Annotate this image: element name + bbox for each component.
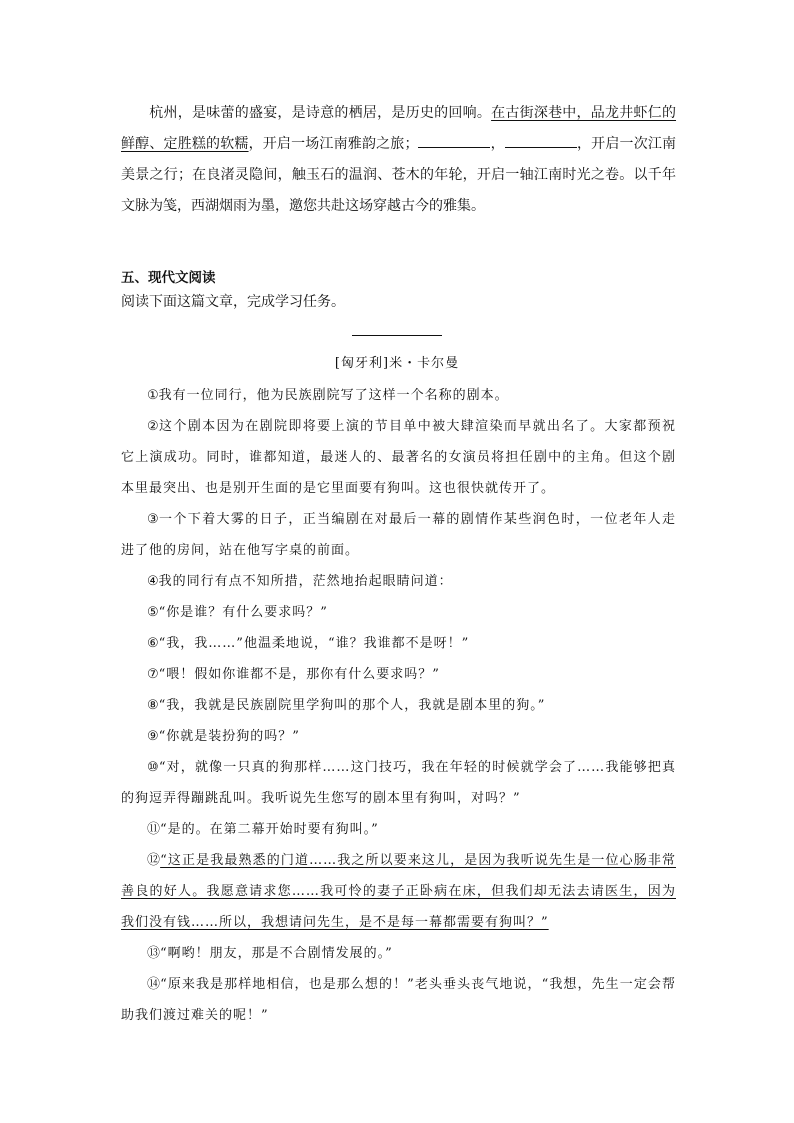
intro-underlined-text: 在古街深巷中，品龙井虾仁的鲜醇、定胜糕的软糯 <box>121 105 677 152</box>
paragraph-text: “是的。在第二幕开始时要有狗叫。” <box>160 822 379 837</box>
paragraph-number: ④ <box>147 574 159 589</box>
paragraph-text: 这个剧本因为在剧院即将要上演的节目单中被大肆渲染而早就出名了。大家都预祝它上演成功。同时，谁都知道，最迷人的、最著名的女演员将担任剧中的主角。但这个剧本里最突出、也是别开生面的是它里面要有狗叫。这也很快就传开了。 <box>121 419 676 496</box>
article-title-blank[interactable] <box>352 335 442 336</box>
paragraph-number: ⑫ <box>147 853 161 868</box>
paragraph-text: “我，我就是民族剧院里学狗叫的那个人，我就是剧本里的狗。” <box>158 698 546 713</box>
intro-text-3: ，开启一次江南美景之行；在良渚灵隐间，触玉石的温润、苍木的年轮，开启一轴江南时光之卷。以千年文脉为笺，西湖烟雨为墨，邀您共赴这场穿越古今的雅集。 <box>121 136 677 214</box>
section-title: 五、现代文阅读 <box>121 270 216 286</box>
paragraph-number: ③ <box>147 512 160 527</box>
section-instruction: 阅读下面这篇文章，完成学习任务。 <box>121 294 345 310</box>
article-paragraph <box>121 752 676 814</box>
paragraph-text: “原来我是那样地相信，也是那么想的！”老头垂头丧气地说，“我想，先生一定会帮助我们渡过难关的呢！” <box>121 977 676 1023</box>
paragraph-text-underlined: “这正是我最熟悉的门道……我之所以要来这儿，是因为我听说先生是一位心肠非常善良的好人。我愿意请求您……我可怜的妻子正卧病在床，但我们却无法去请医生，因为我们没有钱……所以，我想请问先生，是不是每一幕都需要有狗叫？” <box>121 853 676 930</box>
article-paragraph <box>121 380 676 411</box>
intro-text-1: 杭州，是味蕾的盛宴，是诗意的栖居，是历史的回响。 <box>149 105 492 121</box>
article-paragraph <box>121 721 676 752</box>
fill-blank-1[interactable] <box>418 133 490 148</box>
paragraph-number: ⑦ <box>147 667 159 682</box>
article-paragraph <box>121 566 676 597</box>
paragraph-number: ⑥ <box>147 636 159 651</box>
article-paragraph <box>121 814 676 845</box>
paragraph-number: ⑭ <box>147 977 161 992</box>
paragraph-text: 我有一位同行，他为民族剧院写了这样一个名称的剧本。 <box>158 388 509 403</box>
paragraph-text: “我，我……”他温柔地说，“谁？我谁都不是呀！” <box>158 636 470 651</box>
article-author: [匈牙利]米・卡尔曼 <box>334 356 460 371</box>
intro-paragraph <box>121 98 676 222</box>
article-paragraph <box>121 628 676 659</box>
paragraph-text: 我的同行有点不知所措，茫然地抬起眼睛问道： <box>158 574 453 589</box>
paragraph-text: “对，就像一只真的狗那样……这门技巧，我在年轻的时候就学会了……我能够把真的狗逗弄得蹦跳乱叫。我听说先生您写的剧本里有狗叫，对吗？” <box>121 760 676 806</box>
article-paragraph <box>121 597 676 628</box>
paragraph-number: ② <box>147 419 160 434</box>
article-body <box>121 380 676 1031</box>
fill-blank-2[interactable] <box>505 133 577 148</box>
intro-text-2: ，开启一场江南雅韵之旅； <box>248 136 419 152</box>
article-paragraph <box>121 969 676 1031</box>
paragraph-number: ⑪ <box>147 822 161 837</box>
paragraph-text: “你是谁？有什么要求吗？” <box>158 605 328 620</box>
paragraph-number: ① <box>147 388 159 403</box>
article-paragraph <box>121 938 676 969</box>
paragraph-text: “喂！假如你谁都不是，那你有什么要求吗？” <box>158 667 440 682</box>
article-paragraph <box>121 659 676 690</box>
paragraph-text: 一个下着大雾的日子，正当编剧在对最后一幕的剧情作某些润色时，一位老年人走进了他的房间，站在他写字桌的前面。 <box>121 512 676 558</box>
intro-separator: ， <box>490 136 505 152</box>
paragraph-number: ⑨ <box>147 729 159 744</box>
article-paragraph <box>121 690 676 721</box>
article-paragraph <box>121 504 676 566</box>
paragraph-number: ⑧ <box>147 698 159 713</box>
article-paragraph <box>121 411 676 504</box>
paragraph-number: ⑩ <box>147 760 159 775</box>
paragraph-text: “啊哟！朋友，那是不合剧情发展的。” <box>160 946 393 961</box>
paragraph-number: ⑤ <box>147 605 159 620</box>
article-paragraph <box>121 845 676 938</box>
paragraph-number: ⑬ <box>147 946 161 961</box>
paragraph-text: “你就是装扮狗的吗？” <box>158 729 300 744</box>
